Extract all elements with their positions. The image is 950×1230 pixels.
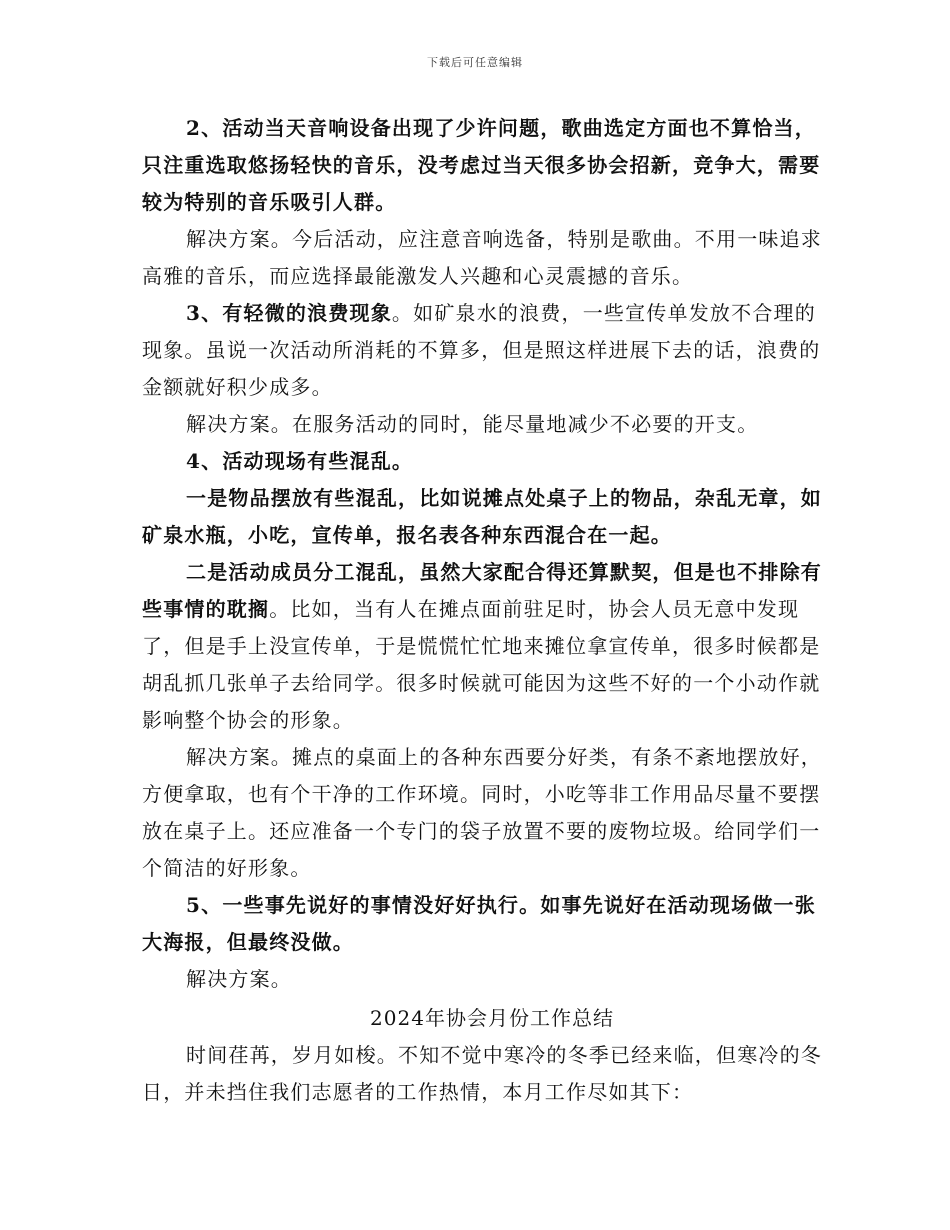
- paragraph-item-4-point-2: [142, 554, 822, 739]
- paragraph-item-3: [142, 295, 822, 406]
- item-3-body: 。如矿泉水的浪费，一些宣传单发放不合理的现象。虽说一次活动所消耗的不算多，但是照这样进展下去的话，浪费的金额就好积少成多。: [142, 301, 821, 399]
- item-3-heading: 3、有轻微的浪费现象: [186, 301, 392, 325]
- paragraph-solution-2: 解决方案。今后活动，应注意音响选备，特别是歌曲。不用一味追求高雅的音乐，而应选择最能激发人兴趣和心灵震撼的音乐。: [142, 227, 822, 288]
- document-body: [142, 110, 822, 1111]
- section-title: 2024年协会月份工作总结: [370, 1006, 614, 1030]
- paragraph-intro: 时间荏苒，岁月如梭。不知不觉中寒冷的冬季已经来临，但寒冷的冬日，并未挡住我们志愿者的工作热情，本月工作尽如其下：: [142, 1043, 822, 1104]
- paragraph-solution-5: 解决方案。: [186, 967, 292, 991]
- item-4-point-2-body: 。比如，当有人在摊点面前驻足时，协会人员无意中发现了，但是手上没宣传单，于是慌慌忙忙地来摊位拿宣传单，很多时候都是胡乱抓几张单子去给同学。很多时候就可能因为这些不好的一个小动作就影响整个协会的形象。: [142, 597, 821, 732]
- paragraph-item-5: 5、一些事先说好的事情没好好执行。如事先说好在活动现场做一张大海报，但最终没做。: [142, 893, 816, 954]
- paragraph-solution-3: 解决方案。在服务活动的同时，能尽量地减少不必要的开支。: [186, 412, 759, 436]
- item-4-point-2-heading: 二是活动成员分工混乱，虽然大家配合得还算默契，但是也不排除有些事情的耽搁: [142, 560, 822, 621]
- paragraph-item-2: 2、活动当天音响设备出现了少许问题，歌曲选定方面也不算恰当，只注重选取悠扬轻快的音乐，没考虑过当天很多协会招新，竞争大，需要较为特别的音乐吸引人群。: [142, 116, 821, 214]
- paragraph-item-4: 4、活动现场有些混乱。: [186, 449, 414, 473]
- page-header: 下载后可任意编辑: [427, 56, 523, 69]
- paragraph-item-4-point-1: 一是物品摆放有些混乱，比如说摊点处桌子上的物品，杂乱无章，如矿泉水瓶，小吃，宣传单，报名表各种东西混合在一起。: [142, 486, 822, 547]
- paragraph-solution-4: 解决方案。摊点的桌面上的各种东西要分好类，有条不紊地摆放好，方便拿取，也有个干净的工作环境。同时，小吃等非工作用品尽量不要摆放在桌子上。还应准备一个专门的袋子放置不要的废物垃圾。给同学们一个简洁的好形象。: [142, 745, 822, 880]
